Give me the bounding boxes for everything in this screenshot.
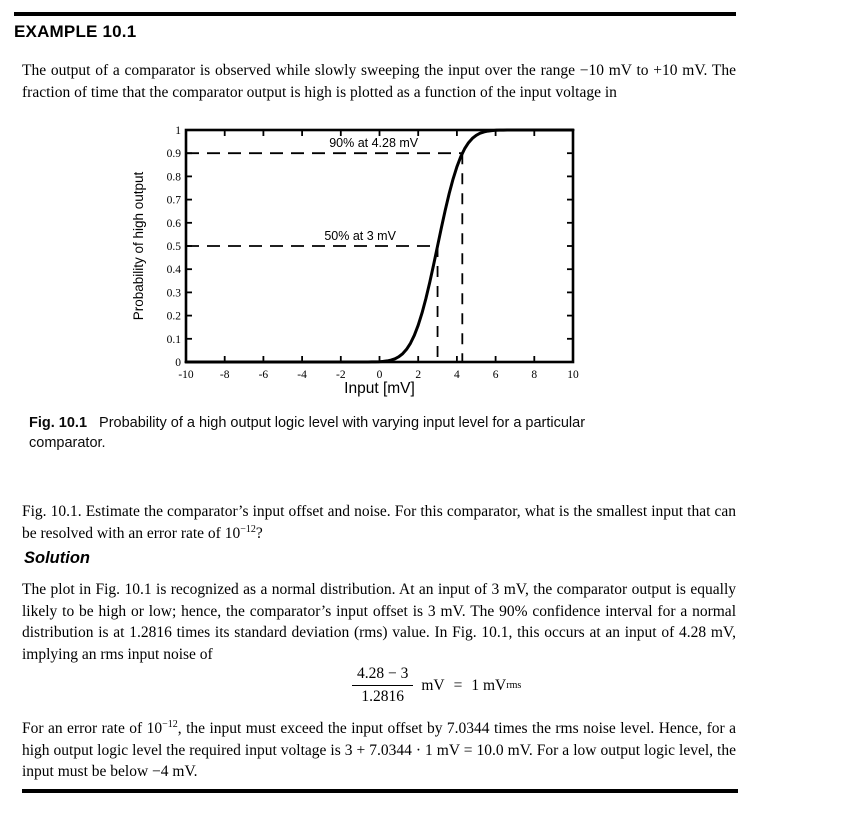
x-tick-label: -8 <box>219 369 230 381</box>
x-tick-label: -2 <box>336 369 346 381</box>
example-heading: EXAMPLE 10.1 <box>14 22 137 41</box>
annotation-label: 50% at 3 mV <box>324 229 396 243</box>
y-tick-label: 0.2 <box>166 310 181 323</box>
text-run: Fig. 10.1. Estimate the comparator’s input offset and noise. For this comparator, what is the smallest input that can be resolved with an error rate of 10 <box>22 503 736 542</box>
x-tick-label: 6 <box>492 369 499 381</box>
y-tick-label: 1 <box>175 125 181 137</box>
superscript-exponent: −12 <box>162 719 178 730</box>
rms-noise-equation: $\frac{4.28 - 3}{1.2816}$ mV = 1 mV rms <box>352 665 521 706</box>
equation-unit: mV <box>421 676 445 694</box>
solution-paragraph <box>22 579 736 665</box>
y-tick-label: 0.4 <box>166 264 181 277</box>
text-run: ? <box>255 524 263 542</box>
y-tick-label: 0 <box>175 357 181 369</box>
text-run: The plot in Fig. 10.1 is recognized as a normal distribution. At an input of 3 mV, the comparator output is equally likely to be high or low; hence, the comparator’s input offset is 3 mV. The 90% confidence interval for a normal distribution is at 1.2816 times its standard deviation (rms) value. In Fig. 10.1, this occurs at an input of 4.28 mV, implying an rms input noise of <box>22 581 736 663</box>
x-tick-label: -10 <box>178 369 194 381</box>
equation-numerator: 4.28 − 3 <box>352 665 413 686</box>
y-tick-label: 0.6 <box>166 217 181 230</box>
annotation-label: 90% at 4.28 mV <box>329 136 419 151</box>
figure-caption-label: Fig. 10.1 <box>29 415 88 431</box>
y-tick-label: 0.3 <box>166 287 181 300</box>
top-rule <box>14 12 736 16</box>
question-paragraph <box>22 501 736 544</box>
x-tick-label: -4 <box>297 369 307 381</box>
x-tick-label: 0 <box>376 369 383 381</box>
x-tick-label: 10 <box>567 369 579 381</box>
y-tick-label: 0.8 <box>166 171 181 184</box>
equation-denominator: 1.2816 <box>361 688 404 705</box>
equation-equals-sign: = <box>453 676 463 694</box>
x-tick-label: 8 <box>531 369 538 381</box>
x-tick-label: 4 <box>454 369 460 381</box>
figure-caption <box>29 414 654 453</box>
y-axis-label: Probability of high output <box>131 171 146 321</box>
probability-vs-input-chart <box>120 116 600 410</box>
text-run: , the input must exceed the input offset by 7.0344 times the rms noise level. Hence, for a high output logic level the required input voltage is 3 + 7.0344 · 1 mV = 10.0 mV. For a low output logic level, the input must be below −4 mV. <box>22 720 736 780</box>
y-tick-label: 0.1 <box>166 333 181 346</box>
equation-result: 1 mV <box>471 676 507 694</box>
x-axis-label: Input [mV] <box>344 380 415 397</box>
text-run: For an error rate of 10 <box>22 720 163 737</box>
figure-caption-text: Probability of a high output logic level with varying input level for a particular comparator. <box>29 415 586 451</box>
x-tick-label: 2 <box>415 369 422 381</box>
solution-heading: Solution <box>24 549 90 567</box>
figure-10-1 <box>120 116 600 410</box>
equation-fraction <box>352 665 413 706</box>
intro-paragraph <box>22 60 736 103</box>
text-run: The output of a comparator is observed while slowly sweeping the input over the range −10 mV to +10 mV. The fraction of time that the comparator output is high is plotted as a function of the input voltage in <box>22 62 736 101</box>
superscript-exponent: −12 <box>240 523 256 535</box>
bottom-rule <box>22 789 738 793</box>
conclusion-paragraph <box>22 718 736 783</box>
y-tick-label: 0.9 <box>166 148 181 161</box>
y-tick-label: 0.5 <box>166 241 181 253</box>
y-tick-label: 0.7 <box>166 194 181 207</box>
x-tick-label: -6 <box>258 369 269 381</box>
